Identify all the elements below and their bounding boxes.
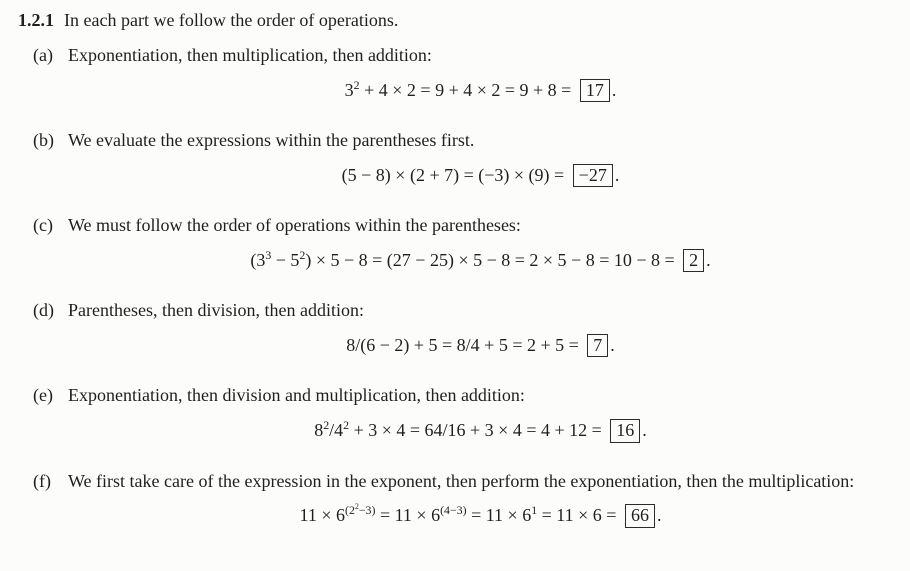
part-label-e: (e) [33,385,53,406]
part-text-e: Exponentiation, then division and multiplication, then addition: [68,385,525,406]
exponent: (4−3) [440,503,467,518]
equation-a: $3^2 + 4 \times 2 = 9 + 4 \times 2 = 9 + 8 = 17$ . [68,79,893,102]
solution-part-b [33,130,893,215]
part-label-d: (d) [33,300,54,321]
exponent: (22−3) [345,502,376,518]
exponent: 2 [354,502,359,512]
part-label-c: (c) [33,215,53,236]
solution-part-d [33,300,893,385]
part-body-a [68,45,893,130]
boxed-answer: 17 [580,79,610,102]
part-label-b: (b) [33,130,54,151]
part-label-f: (f) [33,470,51,491]
boxed-answer: 2 [683,249,704,272]
problem-number: 1.2.1 [18,10,54,30]
solution-part-e [33,385,893,470]
equation-c: $(3^3 - 5^2) \times 5 - 8 = (27 - 25) \times 5 - 8 = 2 \times 5 - 8 = 10 - 8 = 2$ . [68,249,893,272]
equation-f: $11 \times 6^{(2^2-3)} = 11 \times 6^{(4-3)} = 11 \times 6^1 = 11 \times 6 = 66$ . [68,504,893,527]
boxed-answer: 16 [610,419,640,442]
part-body-f [68,471,893,556]
equation-e: $8^2/4^2 + 3 \times 4 = 64/16 + 3 \times 4 = 4 + 12 = 16$ . [68,419,893,442]
boxed-answer: 66 [625,504,655,527]
part-text-a: Exponentiation, then multiplication, then addition: [68,44,432,65]
exponent: 1 [531,503,538,518]
boxed-answer: 7 [587,334,608,357]
equation-d: 8/(6 − 2) + 5 = 8/4 + 5 = 2 + 5 = 7 . [68,334,893,357]
exponent: 2 [323,418,330,433]
solution-part-f [33,471,893,556]
exponent: 2 [343,418,350,433]
problem-intro: In each part we follow the order of operations. [64,10,399,30]
part-text-c: We must follow the order of operations within the parentheses: [68,215,521,236]
part-text-f: We first take care of the expression in the exponent, then perform the exponentiation, then the multiplication: [68,470,855,491]
part-body-e [68,385,893,470]
part-text-d: Parentheses, then division, then addition: [68,300,364,321]
problem-header [18,10,893,32]
exponent: 2 [299,248,306,263]
exponent: 2 [353,77,360,92]
part-body-c [68,215,893,300]
solution-part-a [33,45,893,130]
part-body-b [68,130,893,215]
solution-part-c [33,215,893,300]
part-text-b: We evaluate the expressions within the parentheses first. [68,130,475,151]
equation-b: (5 − 8) × (2 + 7) = (−3) × (9) = −27 . [68,164,893,187]
part-label-a: (a) [33,44,53,65]
boxed-answer: −27 [573,164,613,187]
exponent: 3 [265,248,272,263]
part-body-d [68,300,893,385]
